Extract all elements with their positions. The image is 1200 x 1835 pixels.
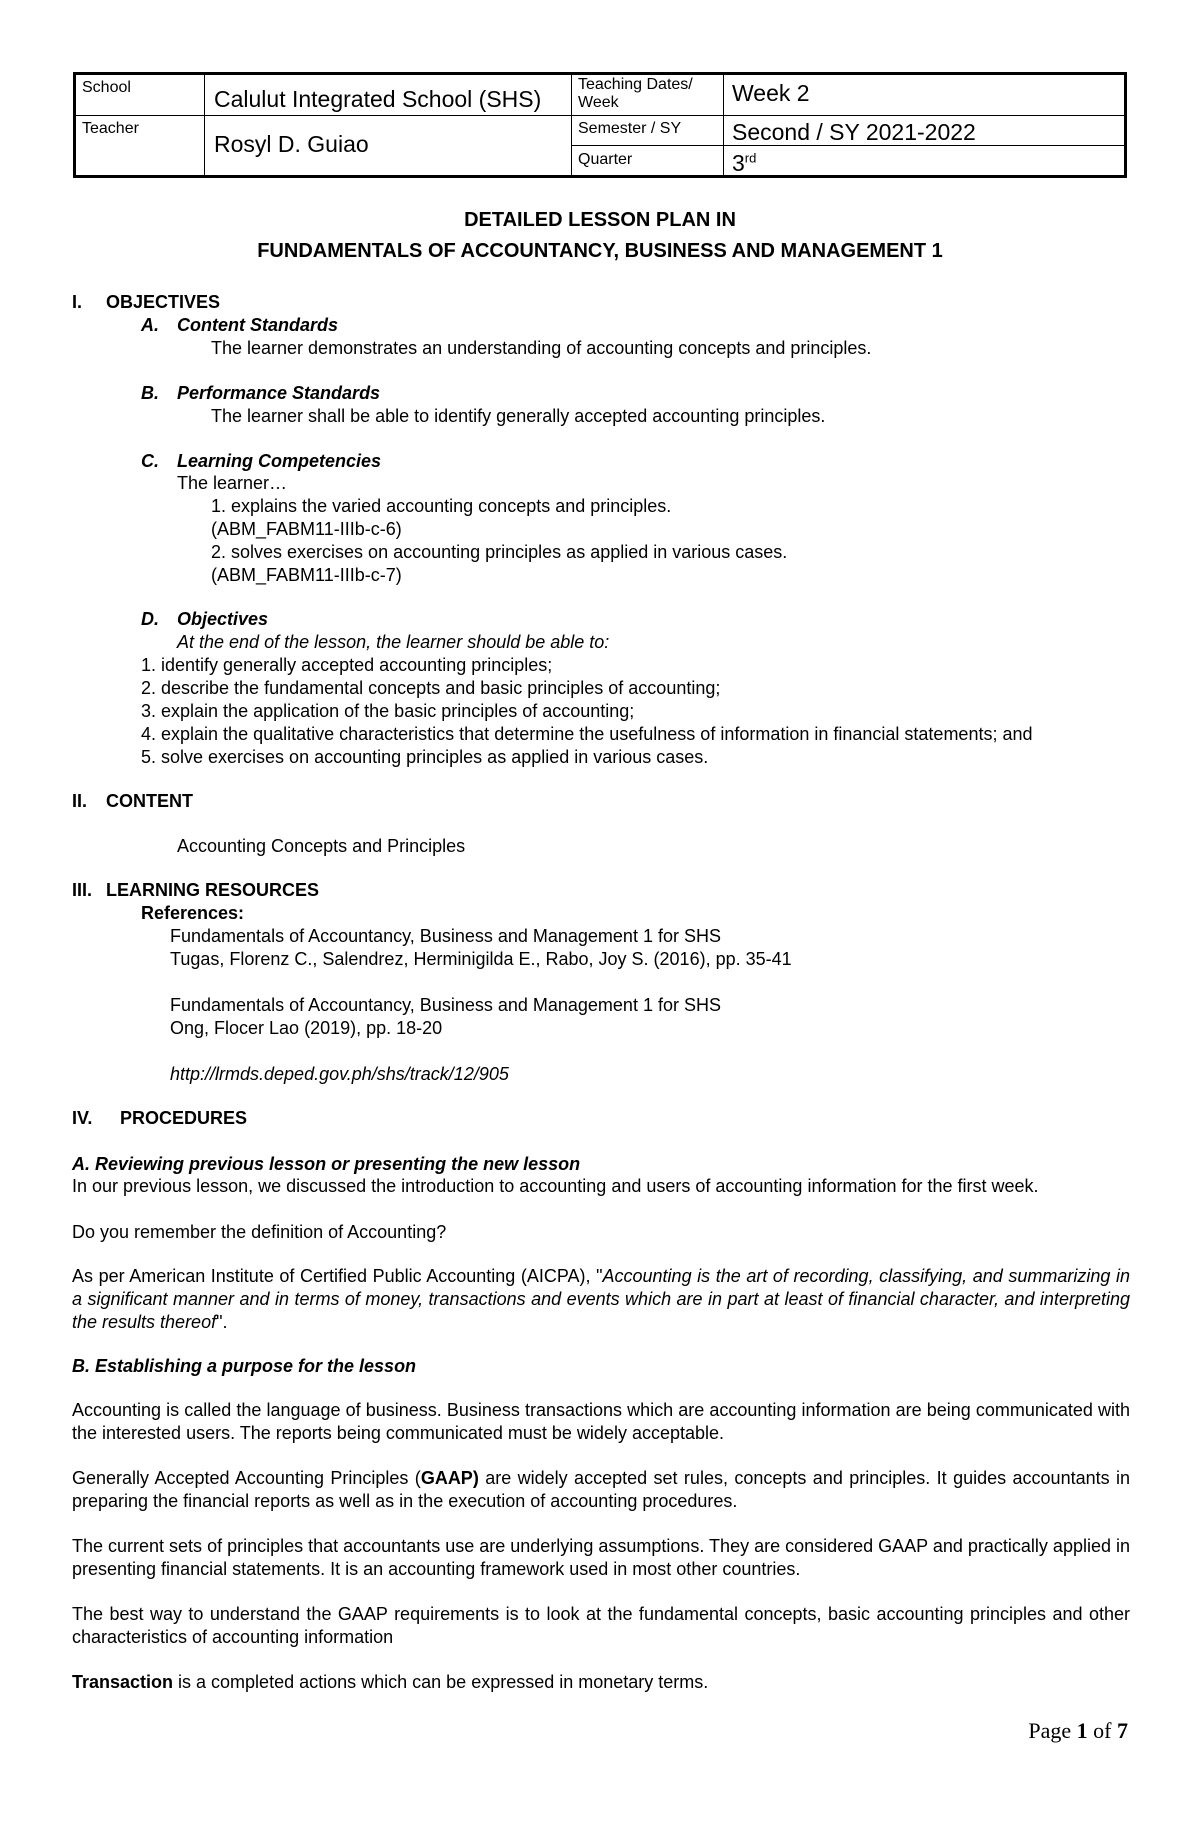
procedures-heading: PROCEDURES bbox=[120, 1108, 248, 1128]
objective-item: 5. solve exercises on accounting principles as applied in various cases. bbox=[141, 747, 709, 767]
section-number: IV. bbox=[72, 1108, 93, 1128]
subsection-label: B. bbox=[141, 383, 159, 403]
objective-item: 1. identify generally accepted accounting principles; bbox=[141, 655, 553, 675]
objectives-intro: At the end of the lesson, the learner should be able to: bbox=[177, 632, 610, 652]
week-label: Week bbox=[578, 94, 619, 111]
quarter-label: Quarter bbox=[578, 151, 633, 168]
content-standards-heading: Content Standards bbox=[177, 315, 339, 335]
objectives-subheading: Objectives bbox=[177, 609, 269, 629]
section-number: III. bbox=[72, 880, 93, 900]
week-value: Week 2 bbox=[732, 80, 810, 106]
content-heading: CONTENT bbox=[106, 791, 193, 811]
objectives-heading: OBJECTIVES bbox=[106, 292, 221, 312]
competency-item: 1. explains the varied accounting concepts and principles. bbox=[211, 496, 672, 516]
school-label: School bbox=[82, 79, 131, 96]
reference-link[interactable]: http://lrmds.deped.gov.ph/shs/track/12/905 bbox=[170, 1064, 509, 1084]
learning-competencies-intro: The learner… bbox=[177, 473, 288, 493]
performance-standards-text: The learner shall be able to identify generally accepted accounting principles. bbox=[211, 406, 826, 426]
teacher-value: Rosyl D. Guiao bbox=[214, 131, 369, 157]
subsection-label: A. bbox=[141, 315, 159, 335]
reference-authors: Tugas, Florenz C., Salendrez, Herminigilda E., Rabo, Joy S. (2016), pp. 35-41 bbox=[170, 949, 792, 969]
paragraph-language-of-business: Accounting is called the language of business. Business transactions which are accounting information are being communicated with the interested users. The reports being communicated must be widely acceptable. bbox=[72, 1400, 1130, 1443]
paragraph-gaap-requirements: The best way to understand the GAAP requirements is to look at the fundamental concepts, basic accounting principles and other characteristics of accounting information bbox=[72, 1604, 1130, 1647]
paragraph-gaap: Generally Accepted Accounting Principles (GAAP) are widely accepted set rules, concepts and principles. It guides accountants in preparing the financial reports as well as in the execution of accounting procedures. bbox=[72, 1468, 1131, 1511]
objective-item: 4. explain the qualitative characteristics that determine the usefulness of information in financial statements; and bbox=[141, 724, 1033, 744]
semester-value: Second / SY 2021-2022 bbox=[732, 119, 976, 145]
content-standards-text: The learner demonstrates an understanding of accounting concepts and principles. bbox=[211, 338, 872, 358]
reference-title: Fundamentals of Accountancy, Business and Management 1 for SHS bbox=[170, 995, 721, 1015]
semester-label: Semester / SY bbox=[578, 120, 682, 137]
paragraph-assumptions: The current sets of principles that accountants use are underlying assumptions. They are considered GAAP and practically applied in presenting financial statements. It is an accounting framework used in most other countries. bbox=[72, 1536, 1130, 1579]
teacher-label: Teacher bbox=[82, 120, 139, 137]
competency-code: (ABM_FABM11-IIIb-c-6) bbox=[211, 519, 402, 539]
procedure-a-text: In our previous lesson, we discussed the introduction to accounting and users of accounting information for the first week. bbox=[72, 1176, 1039, 1196]
content-text: Accounting Concepts and Principles bbox=[177, 836, 466, 856]
reference-title: Fundamentals of Accountancy, Business and Management 1 for SHS bbox=[170, 926, 721, 946]
learning-competencies-heading: Learning Competencies bbox=[177, 451, 382, 471]
page-number: Page 1 of 7 bbox=[1028, 1718, 1128, 1743]
teaching-dates-label: Teaching Dates/ bbox=[578, 76, 693, 93]
question-text: Do you remember the definition of Accounting? bbox=[72, 1222, 447, 1242]
title-line-2: FUNDAMENTALS OF ACCOUNTANCY, BUSINESS AND MANAGEMENT 1 bbox=[257, 240, 943, 262]
paragraph-transaction: Transaction is a completed actions which can be expressed in monetary terms. bbox=[72, 1672, 709, 1692]
competency-code: (ABM_FABM11-IIIb-c-7) bbox=[211, 565, 402, 585]
learning-resources-heading: LEARNING RESOURCES bbox=[106, 880, 320, 900]
competency-item: 2. solves exercises on accounting principles as applied in various cases. bbox=[211, 542, 788, 562]
school-value: Calulut Integrated School (SHS) bbox=[214, 86, 542, 112]
reference-authors: Ong, Flocer Lao (2019), pp. 18-20 bbox=[170, 1018, 443, 1038]
performance-standards-heading: Performance Standards bbox=[177, 383, 381, 403]
aicpa-definition: As per American Institute of Certified Public Accounting (AICPA), "Accounting is the art of recording, classifying, and summarizing in a significant manner and in terms of money, transactions and events which are in part at least of financial character, and interpreting the results thereof". bbox=[72, 1266, 1130, 1332]
procedure-b-heading: B. Establishing a purpose for the lesson bbox=[72, 1356, 417, 1376]
header-table bbox=[73, 72, 1127, 178]
quarter-value: 3rd bbox=[732, 150, 757, 176]
subsection-label: C. bbox=[141, 451, 159, 471]
objective-item: 3. explain the application of the basic principles of accounting; bbox=[141, 701, 635, 721]
title-line-1: DETAILED LESSON PLAN IN bbox=[464, 209, 736, 231]
references-label: References: bbox=[141, 903, 245, 923]
section-number: I. bbox=[72, 292, 83, 312]
subsection-label: D. bbox=[141, 609, 159, 629]
objective-item: 2. describe the fundamental concepts and basic principles of accounting; bbox=[141, 678, 721, 698]
section-number: II. bbox=[72, 791, 88, 811]
procedure-a-heading: A. Reviewing previous lesson or presenting the new lesson bbox=[72, 1154, 581, 1174]
